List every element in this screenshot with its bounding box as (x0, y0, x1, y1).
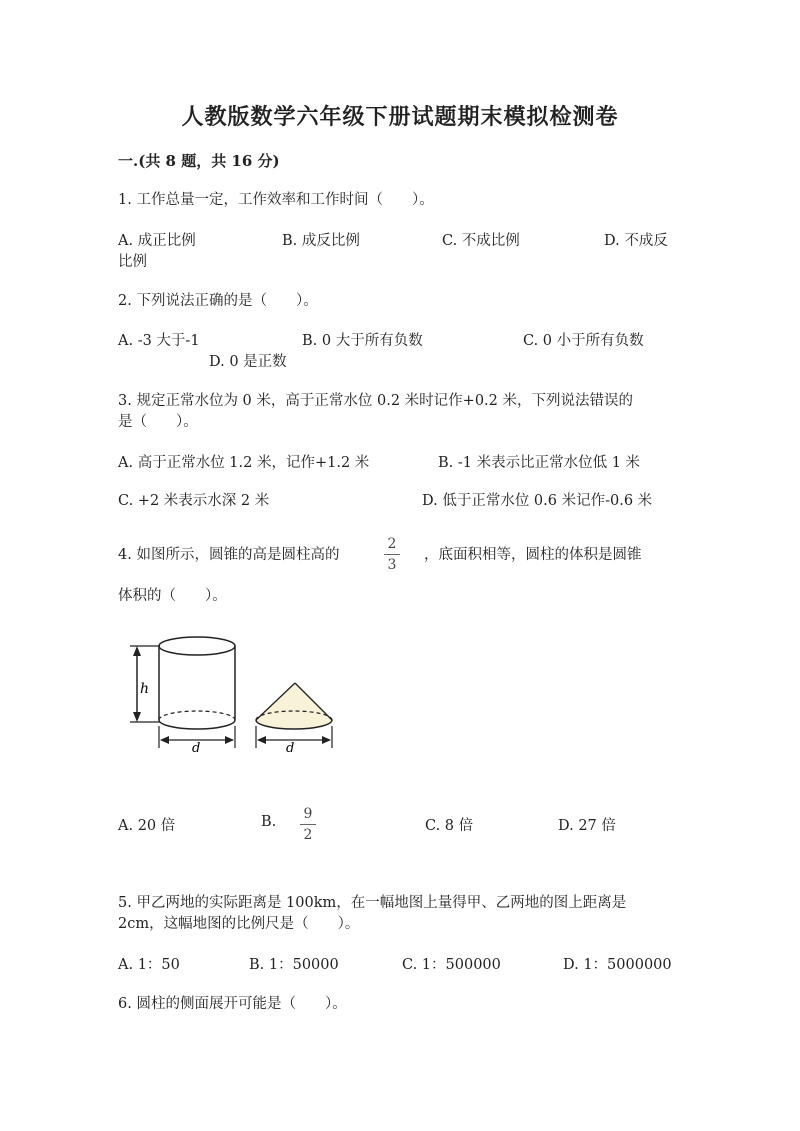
q2-option-a: A. -3 大于-1 (118, 333, 200, 349)
q1-option-a: A. 成正比例 (118, 233, 196, 249)
q1-option-d: D. 不成反 (604, 233, 668, 249)
question-3-line1: 3. 规定正常水位为 0 米，高于正常水位 0.2 米时记作+0.2 米，下列说法错误的 (118, 393, 633, 409)
fraction-denominator: 3 (387, 557, 397, 573)
q4-option-c: C. 8 倍 (425, 818, 474, 834)
question-3-line2: 是（ ）。 (118, 414, 198, 430)
q2-option-c: C. 0 小于所有负数 (523, 333, 644, 349)
q5-option-b: B. 1：50000 (249, 957, 339, 973)
section-heading: 一.(共 8 题，共 16 分) (118, 152, 280, 170)
q3-option-b: B. -1 米表示比正常水位低 1 米 (438, 455, 641, 471)
cylinder-cone-figure (125, 630, 345, 760)
q5-option-c: C. 1：500000 (402, 957, 501, 973)
q5-option-d: D. 1：5000000 (563, 957, 672, 973)
question-4-text-pre: 4. 如图所示，圆锥的高是圆柱高的 (118, 547, 340, 563)
q2-option-d: D. 0 是正数 (209, 354, 287, 370)
q1-option-c: C. 不成比例 (442, 233, 520, 249)
q2-option-b: B. 0 大于所有负数 (302, 333, 423, 349)
fraction-nine-halves (298, 806, 318, 843)
question-5-line1: 5. 甲乙两地的实际距离是 100km，在一幅地图上量得甲、乙两地的图上距离是 (118, 895, 627, 911)
fraction-two-thirds (382, 536, 402, 573)
fraction-denominator: 2 (303, 827, 313, 843)
cone-diameter-label: d (286, 741, 295, 756)
q1-option-d-cont: 比例 (118, 254, 147, 270)
question-2: 2. 下列说法正确的是（ ）。 (118, 293, 318, 309)
question-6: 6. 圆柱的侧面展开可能是（ ）。 (118, 996, 347, 1012)
question-4-text-post: ，底面积相等，圆柱的体积是圆锥 (424, 547, 642, 563)
height-label: h (140, 681, 150, 697)
fraction-numerator: 9 (303, 806, 313, 822)
q4-option-b: B. (261, 814, 277, 830)
fraction-numerator: 2 (387, 536, 397, 552)
q5-option-a: A. 1：50 (118, 957, 180, 973)
q3-option-d: D. 低于正常水位 0.6 米记作-0.6 米 (422, 493, 653, 509)
page-title: 人教版数学六年级下册试题期末模拟检测卷 (181, 104, 619, 130)
q4-option-d: D. 27 倍 (558, 818, 616, 834)
cylinder-diameter-label: d (192, 741, 201, 756)
question-1: 1. 工作总量一定，工作效率和工作时间（ ）。 (118, 192, 434, 208)
question-4-line2: 体积的（ ）。 (118, 588, 227, 604)
q3-option-a: A. 高于正常水位 1.2 米，记作+1.2 米 (118, 455, 370, 471)
question-5-line2: 2cm，这幅地图的比例尺是（ ）。 (118, 916, 360, 932)
q1-option-b: B. 成反比例 (282, 233, 360, 249)
q4-option-a: A. 20 倍 (118, 818, 176, 834)
q3-option-c: C. +2 米表示水深 2 米 (118, 493, 270, 509)
